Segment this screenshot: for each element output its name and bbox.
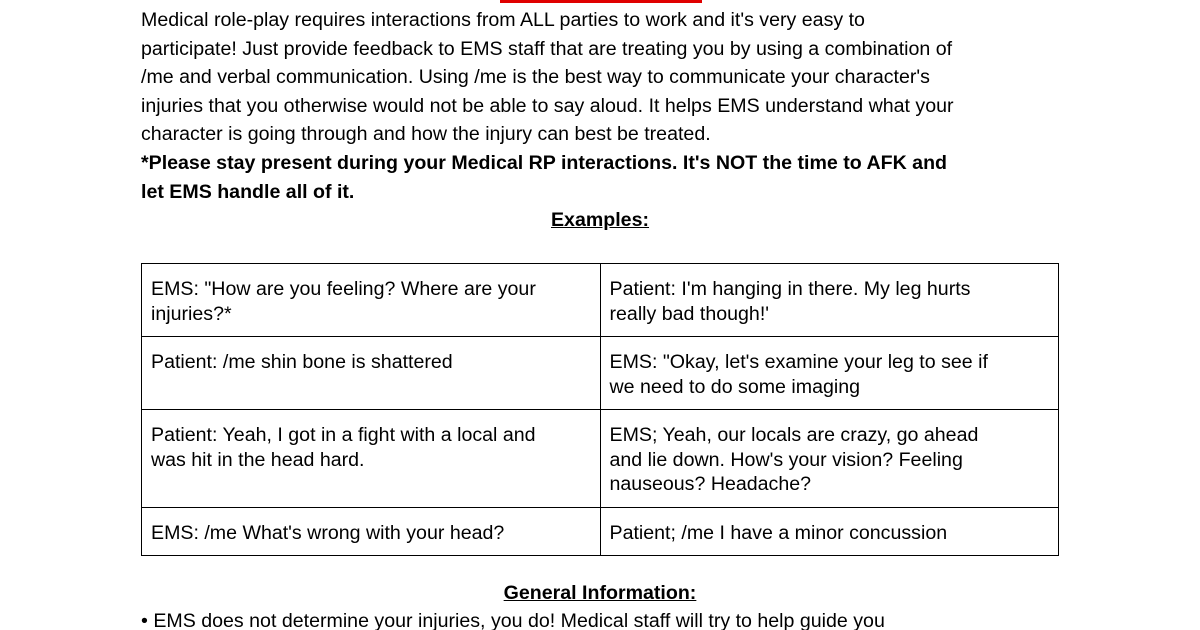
- cell-line: and lie down. How's your vision? Feeling: [609, 448, 963, 471]
- cell-line: Patient; /me I have a minor concussion: [609, 521, 948, 544]
- notice-line: *Please stay present during your Medical RP interactions. It's NOT the time to AFK and: [141, 152, 948, 174]
- intro-line: /me and verbal communication. Using /me is the best way to communicate your character's: [141, 66, 930, 89]
- table-cell: [142, 264, 601, 337]
- table-cell: [600, 507, 1059, 556]
- afk-notice: [141, 149, 1051, 206]
- cell-line: Patient: I'm hanging in there. My leg hurts: [609, 278, 971, 300]
- table-cell: [142, 337, 601, 410]
- table-row: [142, 410, 1059, 508]
- intro-line: Medical role-play requires interactions from ALL parties to work and it's very easy to: [141, 9, 865, 31]
- bullet-marker: •: [141, 610, 148, 630]
- cell-line: EMS: "Okay, let's examine your leg to see if: [609, 351, 988, 373]
- intro-line: character is going through and how the injury can best be treated.: [141, 123, 711, 146]
- general-information-heading: General Information:: [503, 582, 697, 604]
- table-row: [142, 507, 1059, 556]
- table-cell: [600, 410, 1059, 508]
- cell-line: injuries?*: [151, 302, 232, 325]
- general-bullet-item: [141, 609, 885, 630]
- table-row: [142, 337, 1059, 410]
- table-cell: [600, 264, 1059, 337]
- cell-line: we need to do some imaging: [609, 375, 861, 398]
- table-cell: [142, 507, 601, 556]
- notice-line: let EMS handle all of it.: [141, 180, 355, 203]
- bullet-text: EMS does not determine your injuries, you do! Medical staff will try to help guide you: [153, 610, 885, 630]
- table-cell: [142, 410, 601, 508]
- examples-heading: Examples:: [550, 209, 650, 231]
- table-row: [142, 264, 1059, 337]
- intro-paragraph: [141, 6, 1051, 149]
- intro-line: participate! Just provide feedback to EMS staff that are treating you by using a combination of: [141, 37, 953, 60]
- table-cell: [600, 337, 1059, 410]
- intro-line: injuries that you otherwise would not be able to say aloud. It helps EMS understand what your: [141, 94, 954, 117]
- cell-line: EMS; Yeah, our locals are crazy, go ahead: [609, 424, 979, 446]
- red-heading-underline: [500, 0, 702, 3]
- cell-line: Patient: Yeah, I got in a fight with a local and: [151, 424, 536, 446]
- cell-line: was hit in the head hard.: [151, 448, 365, 471]
- cell-line: really bad though!': [609, 302, 770, 325]
- cell-line: EMS: /me What's wrong with your head?: [151, 521, 505, 544]
- cell-line: EMS: "How are you feeling? Where are your: [151, 278, 536, 300]
- examples-table: [141, 263, 1059, 556]
- cell-line: Patient: /me shin bone is shattered: [151, 351, 453, 373]
- cell-line: nauseous? Headache?: [609, 473, 812, 495]
